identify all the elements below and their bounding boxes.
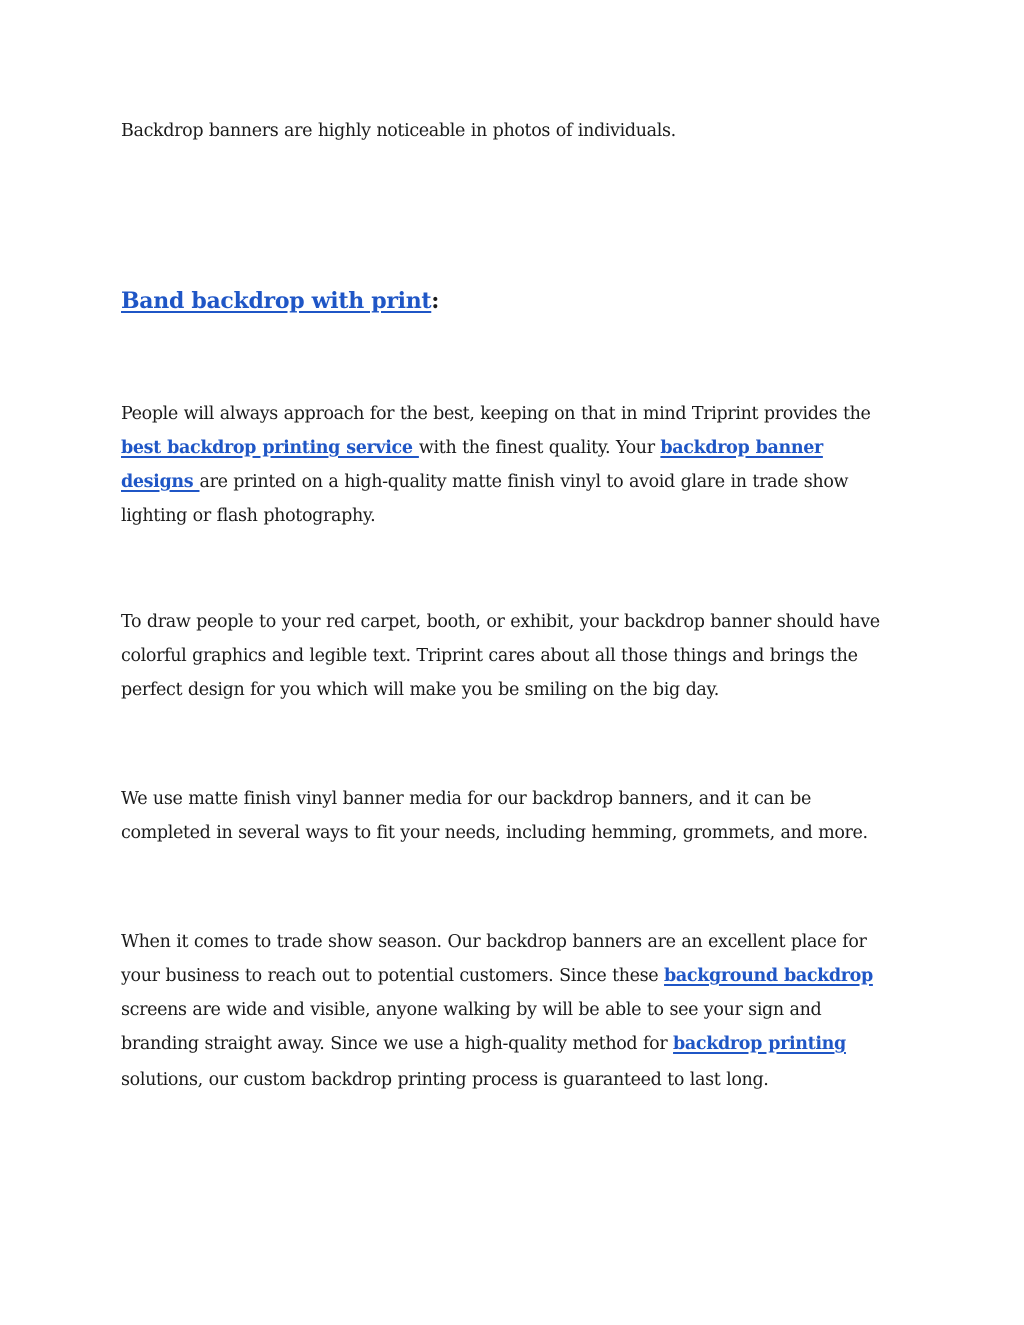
text-line: screens are wide and visible, anyone walking by will be able to see your sign and [121,1000,822,1020]
text-run: are printed on a high-quality matte finish vinyl to avoid glare in trade show [199,472,849,492]
section-heading [121,284,439,318]
heading-colon: : [431,288,440,314]
text-line [121,499,911,533]
text-run: your business to reach out to potential customers. Since these [121,966,665,986]
text-line: We use matte finish vinyl banner media for our backdrop banners, and it can be [121,789,812,809]
paragraph-trade-show [121,925,911,1099]
paragraph-best-service [121,397,911,533]
text-line: When it comes to trade show season. Our backdrop banners are an excellent place for [121,932,867,952]
text-line [121,397,911,431]
text-line: perfect design for you which will make you be smiling on the big day. [121,680,719,700]
text-run: People will always approach for the best, keeping on that in mind Triprint provides the [121,404,871,424]
text-run: branding straight away. Since we use a high-quality method for [121,1034,674,1054]
link-backdrop-banner-designs[interactable]: backdrop banner [660,438,823,458]
text-run: lighting or flash photography. [121,506,376,526]
paragraph-draw-people [121,605,911,707]
link-best-backdrop-printing-service[interactable]: best backdrop printing service [121,438,419,458]
text-run: with the finest quality. Your [418,438,661,458]
link-backdrop-printing[interactable]: backdrop printing [673,1034,846,1054]
link-background-backdrop[interactable]: background backdrop [664,966,873,986]
text-line [121,431,911,465]
text-line [121,465,911,499]
intro-paragraph: Backdrop banners are highly noticeable in photos of individuals. [121,121,676,141]
text-line [121,959,911,993]
text-line: To draw people to your red carpet, booth, or exhibit, your backdrop banner should have [121,612,880,632]
text-line [121,1027,911,1061]
heading-link[interactable]: Band backdrop with print [121,288,432,314]
link-backdrop-banner-designs-cont[interactable]: designs [121,472,200,492]
text-line: completed in several ways to fit your needs, including hemming, grommets, and more. [121,823,868,843]
text-line: colorful graphics and legible text. Triprint cares about all those things and brings the [121,646,858,666]
text-line: solutions, our custom backdrop printing process is guaranteed to last long. [121,1070,769,1090]
paragraph-matte-vinyl [121,782,911,850]
